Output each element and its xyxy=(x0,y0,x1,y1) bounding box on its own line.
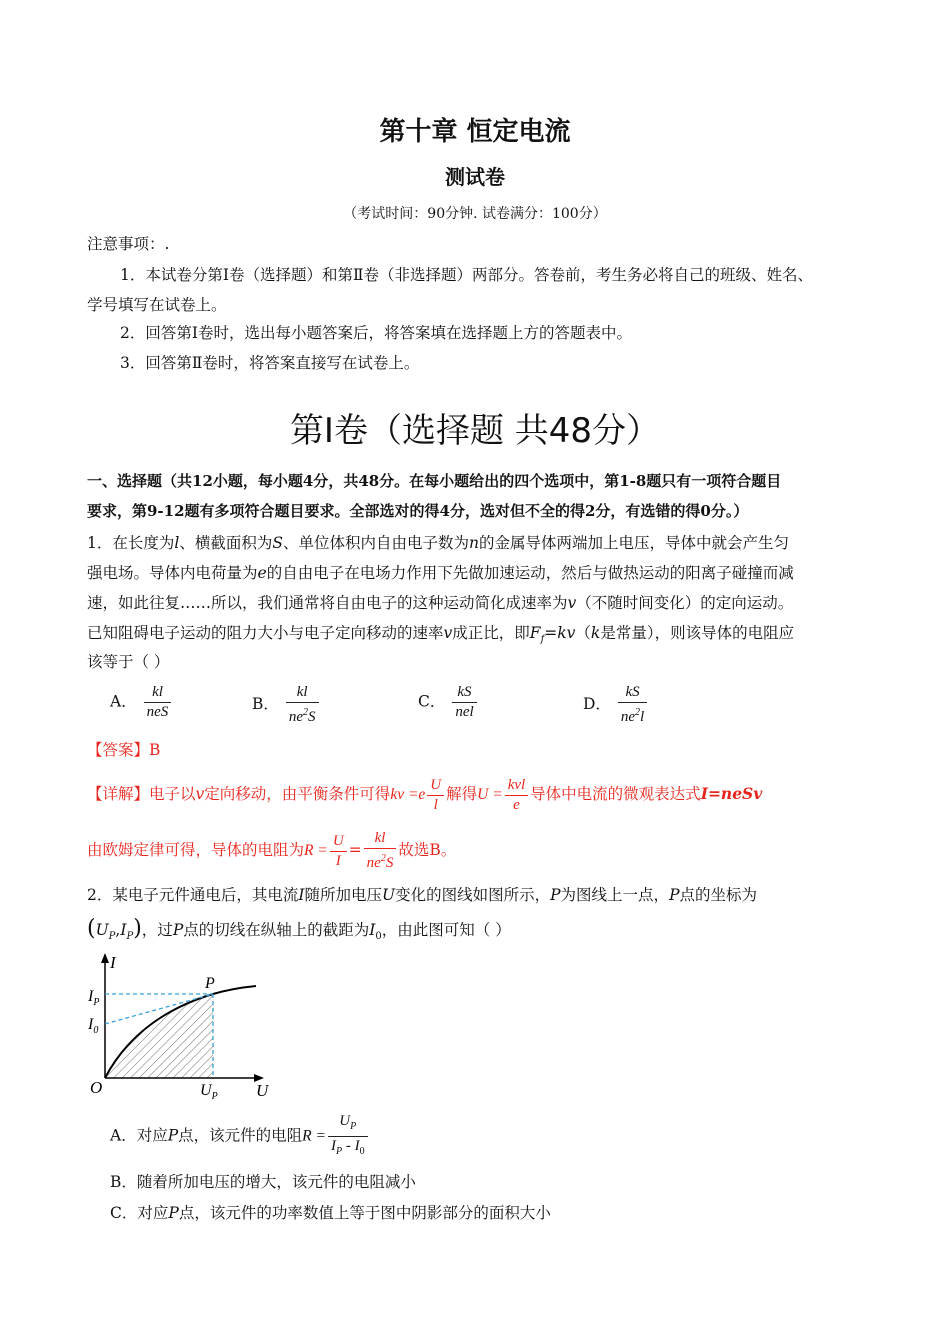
i0-label: $I_0$ xyxy=(88,1016,99,1036)
point-p-label: P xyxy=(205,975,215,992)
shaded-area xyxy=(105,994,213,1078)
subtitle: 测试卷 xyxy=(445,165,505,189)
chapter-title: 第十章 恒定电流 xyxy=(379,117,571,147)
axis-i-arrow-icon xyxy=(101,953,109,963)
q1-detail-line-1: 【详解】电子以v定向移动，由平衡条件可得kv =e $\frac{U}{l}$ 解得U = $\frac{\text{kvl}}{e}$ 导体中电流的微观表达式I=neSv xyxy=(87,776,763,813)
axis-i-label: I xyxy=(110,953,116,972)
q2-option-b[interactable]: B．随着所加电压的增大，该元件的电阻减小 xyxy=(110,1173,416,1191)
iu-graph xyxy=(80,950,280,1110)
notes-heading: 注意事项：. xyxy=(87,235,170,253)
q2-option-c[interactable]: C．对应P点，该元件的功率数值上等于图中阴影部分的面积大小 xyxy=(110,1204,551,1222)
q2-line-1: 2．某电子元件通电后，其电流I随所加电压U变化的图线如图所示，P为图线上一点，P点的坐标为 xyxy=(87,886,758,904)
exam-info: （考试时间：90分钟. 试卷满分：100分） xyxy=(343,206,607,222)
q1-option-a[interactable]: A． $\frac{kl}{\text{neS}}$ xyxy=(110,683,173,722)
q2-line-2: $(U_P,I_P)$，过P点的切线在纵轴上的截距为$I_0$，由此图可知（ ） xyxy=(87,916,511,943)
section-instructions-2: 要求，第9-12题有多项符合题目要求。全部选对的得4分，选对但不全的得2分，有选错的得0分。） xyxy=(87,502,749,520)
q1-detail-line-2: 由欧姆定律可得，导体的电阻为R = $\frac{U}{I}$ = $\frac{kl}{ne^2S}$ 故选B。 xyxy=(87,830,457,871)
ip-label: $I_P$ xyxy=(88,988,100,1008)
q1-line-4: 已知阻碍电子运动的阻力大小与电子定向移动的速率v成正比，即$F_f=kv(k$是常量），则该导体的电阻应 xyxy=(87,624,795,646)
notes-item-1-cont: 学号填写在试卷上。 xyxy=(87,296,227,314)
notes-item-3: 3．回答第Ⅱ卷时，将答案直接写在试卷上。 xyxy=(120,354,420,372)
q1-answer: 【答案】B xyxy=(87,741,161,759)
notes-item-2: 2．回答第Ⅰ卷时，选出每小题答案后，将答案填在选择题上方的答题表中。 xyxy=(120,324,632,342)
up-label: $U_P$ xyxy=(200,1082,218,1102)
q1-option-b[interactable]: B． $\frac{kl}{ne^2S}$ xyxy=(252,683,321,727)
origin-label: O xyxy=(90,1078,103,1097)
q1-line-2: 强电场。导体内电荷量为e的自由电子在电场力作用下先做加速运动，然后与做热运动的阳离子碰撞而减 xyxy=(87,564,794,582)
q1-line-1: 1．在长度为l、横截面积为S、单位体积内自由电子数为n的金属导体两端加上电压，导体中就会产生匀 xyxy=(87,534,789,552)
q1-line-3: 速，如此往复……所以，我们通常将自由电子的这种运动简化成速率为v（不随时间变化）的定向运动。 xyxy=(87,594,794,612)
section-instructions-1: 一、选择题（共12小题，每小题4分，共48分。在每小题给出的四个选项中，第1-8题只有一项符合题目 xyxy=(87,472,782,490)
axis-u-label: U xyxy=(256,1081,269,1100)
q1-line-5: 该等于（ ） xyxy=(87,653,170,671)
notes-item-1: 1．本试卷分第Ⅰ卷（选择题）和第Ⅱ卷（非选择题）两部分。答卷前，考生务必将自己的班级、姓名、 xyxy=(120,266,814,284)
q1-option-d[interactable]: D． $\frac{kS}{ne^2l}$ xyxy=(583,683,649,727)
section-title: 第Ⅰ卷（选择题 共48分） xyxy=(289,411,661,451)
q2-option-a[interactable]: A．对应P点，该元件的电阻R = $\frac{U_P}{I_P - I_0}$ xyxy=(110,1112,370,1161)
q1-option-c[interactable]: C． $\frac{kS}{\text{nel}}$ xyxy=(418,683,479,722)
